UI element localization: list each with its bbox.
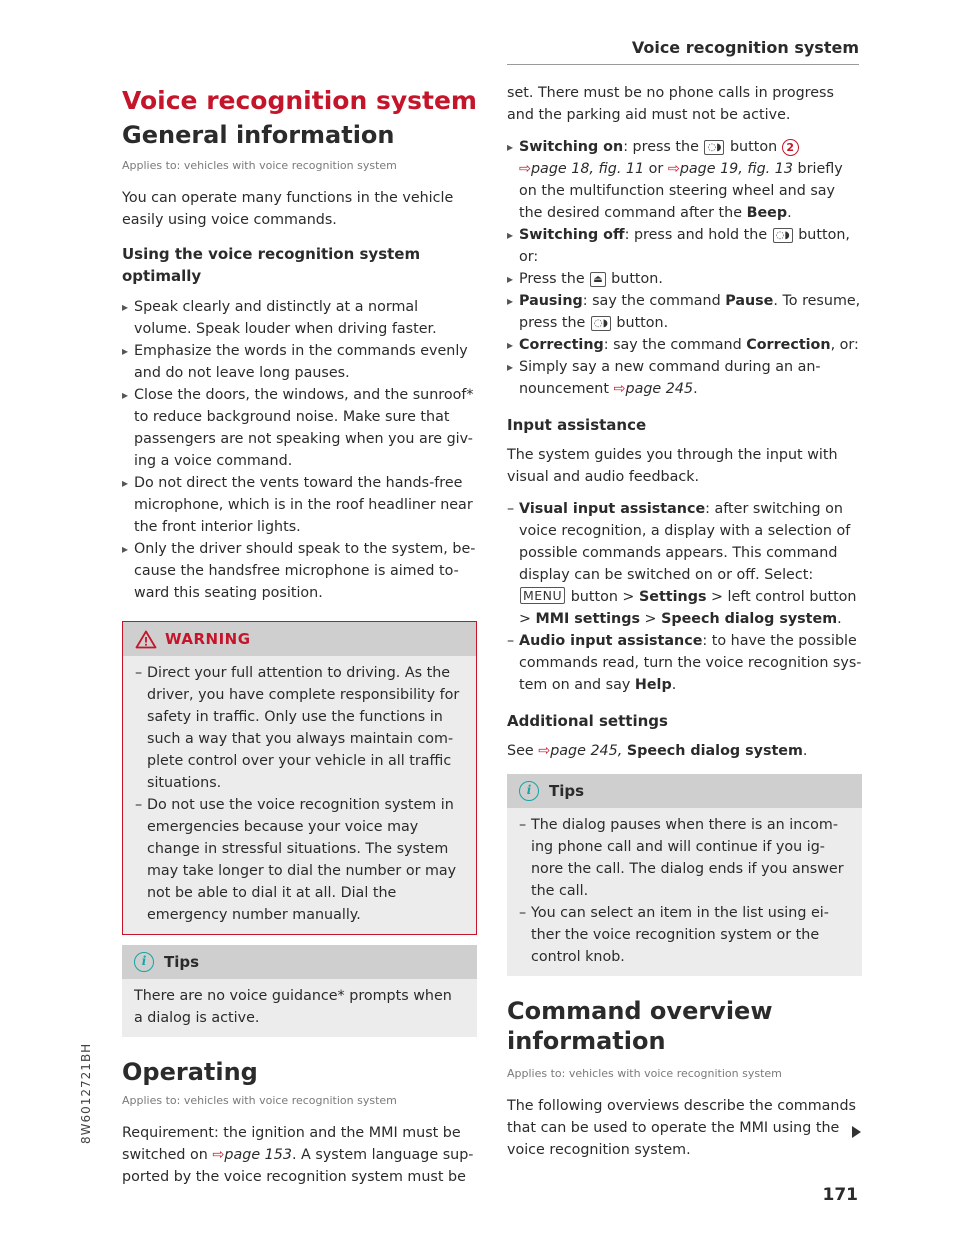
control-list [507,136,862,400]
list-item: ▸ Close the doors, the windows, and the sunroof* to reduce background noise. Make sure that passengers are not speaking when you are giv-ing a voice command. [122,384,477,472]
tips-body [122,979,477,1037]
list-item: ▸ Press the ⏏ button. [507,268,862,290]
input-heading: Input assistance [507,416,647,434]
list-item: ▸ Switching on: press the ◌◗ button 2 ⇨page 18, fig. 11 or ⇨page 19, fig. 13 briefly on the multifunction steering wheel and say the desired command after the Beep. [507,136,862,224]
list-item: – Visual input assistance: after switching on voice recognition, a display with a selection of possible commands appears. This command display can be switched on or off. Select: MENU button > Settings > left control button > MMI settings > Speech dialog system. [507,498,862,630]
reference-arrow-icon: ⇨ [212,1147,225,1163]
operating-paragraph: Requirement: the ignition and the MMI must be switched on ⇨page 153. A system language sup-ported by the voice recognition system must be [122,1125,474,1185]
intro-paragraph: You can operate many functions in the vehicle easily using voice commands. [122,190,454,228]
warning-title: WARNING [165,630,251,648]
page-reference-link[interactable]: page 245 [625,381,694,397]
additional-paragraph: See ⇨page 245, Speech dialog system. [507,743,808,759]
applies-note: Applies to: vehicles with voice recognition system [507,1067,782,1080]
header-rule [507,64,859,65]
list-item: – Audio input assistance: to have the possible commands read, turn the voice recognition sys-tem on and say Help. [507,630,862,696]
callout-number: 2 [782,139,799,156]
warning-item: – Do not use the voice recognition system in emergencies because your voice may change in stressful situations. The system may take longer to dial the number or may not be able to dial it at all. Dial the emergency number manually. [135,794,464,926]
tips-box [507,774,862,976]
command-paragraph: The following overviews describe the commands that can be used to operate the MMI using the voice recognition system. [507,1098,857,1158]
chapter-title: Voice recognition system [122,86,477,115]
page-number: 171 [822,1185,858,1205]
input-list [507,498,862,696]
continue-arrow-icon [852,1126,861,1138]
command-title: Command overview information [507,997,773,1055]
right-column [507,82,862,1161]
list-item: ▸ Speak clearly and distinctly at a normal volume. Speak louder when driving faster. [122,296,477,340]
warning-triangle-icon [135,630,157,649]
applies-note: Applies to: vehicles with voice recognition system [122,159,397,172]
list-item: ▸ Switching off: press and hold the ◌◗ button, or: [507,224,862,268]
reference-arrow-icon: ⇨ [667,161,680,177]
menu-key: MENU [520,587,565,604]
tips-text: There are no voice guidance* prompts when a dialog is active. [134,988,452,1026]
applies-note: Applies to: vehicles with voice recognition system [122,1094,397,1107]
warning-item: – Direct your full attention to driving. As the driver, you have complete responsibility for safety in traffic. Only use the functions in such a way that you always maintain com-plete control over your vehicle in all traffic situations. [135,662,464,794]
info-icon: i [519,781,539,801]
page-reference-link[interactable]: page 245, [550,743,623,759]
warning-header [123,622,476,656]
reference-arrow-icon: ⇨ [538,743,551,759]
reference-arrow-icon: ⇨ [519,161,531,177]
page-reference-link[interactable]: page 19, fig. 13 [679,161,793,177]
tips-title: Tips [164,953,200,971]
list-item: ▸ Correcting: say the command Correction, or: [507,334,862,356]
voice-talk-icon: ◌◗ [773,228,793,243]
list-item: ▸ Pausing: say the command Pause. To resume, press the ◌◗ button. [507,290,862,334]
tips-header [507,774,862,808]
running-header: Voice recognition system [631,38,859,57]
warning-body [123,656,476,934]
document-code: 8W6012721BH [79,1042,93,1144]
list-item: ▸ Simply say a new command during an an-nouncement ⇨page 245. [507,356,862,400]
voice-talk-icon: ◌◗ [591,316,611,331]
list-item: ▸ Emphasize the words in the commands evenly and do not leave long pauses. [122,340,477,384]
optimal-list [122,296,477,604]
continued-paragraph: set. There must be no phone calls in progress and the parking aid must not be active. [507,85,834,123]
left-column [122,82,477,1188]
tips-box [122,945,477,1037]
tips-item: – The dialog pauses when there is an incom-ing phone call and will continue if you ig-nore the call. The dialog ends if you answer the call. [519,814,850,902]
tips-header [122,945,477,979]
input-paragraph: The system guides you through the input with visual and audio feedback. [507,447,838,485]
page-reference-link[interactable]: page 18, fig. 11 [530,161,645,177]
optimal-heading: Using the voice recognition system optimally [122,245,421,285]
reference-arrow-icon: ⇨ [613,381,626,397]
tips-item: – You can select an item in the list using ei-ther the voice recognition system or the control knob. [519,902,850,968]
tips-title: Tips [549,782,585,800]
voice-talk-icon: ◌◗ [704,140,724,155]
info-icon: i [134,952,154,972]
operating-title: Operating [122,1058,258,1086]
tips-body [507,808,862,976]
page-reference-link[interactable]: page 153 [224,1147,292,1163]
warning-box [122,621,477,935]
list-item: ▸ Do not direct the vents toward the hands-free microphone, which is in the roof headliner near the front interior lights. [122,472,477,538]
list-item: ▸ Only the driver should speak to the system, be-cause the handsfree microphone is aimed to-ward this seating position. [122,538,477,604]
additional-heading: Additional settings [507,712,668,730]
phone-end-icon: ⏏ [590,272,605,287]
section-title: General information [122,121,395,149]
